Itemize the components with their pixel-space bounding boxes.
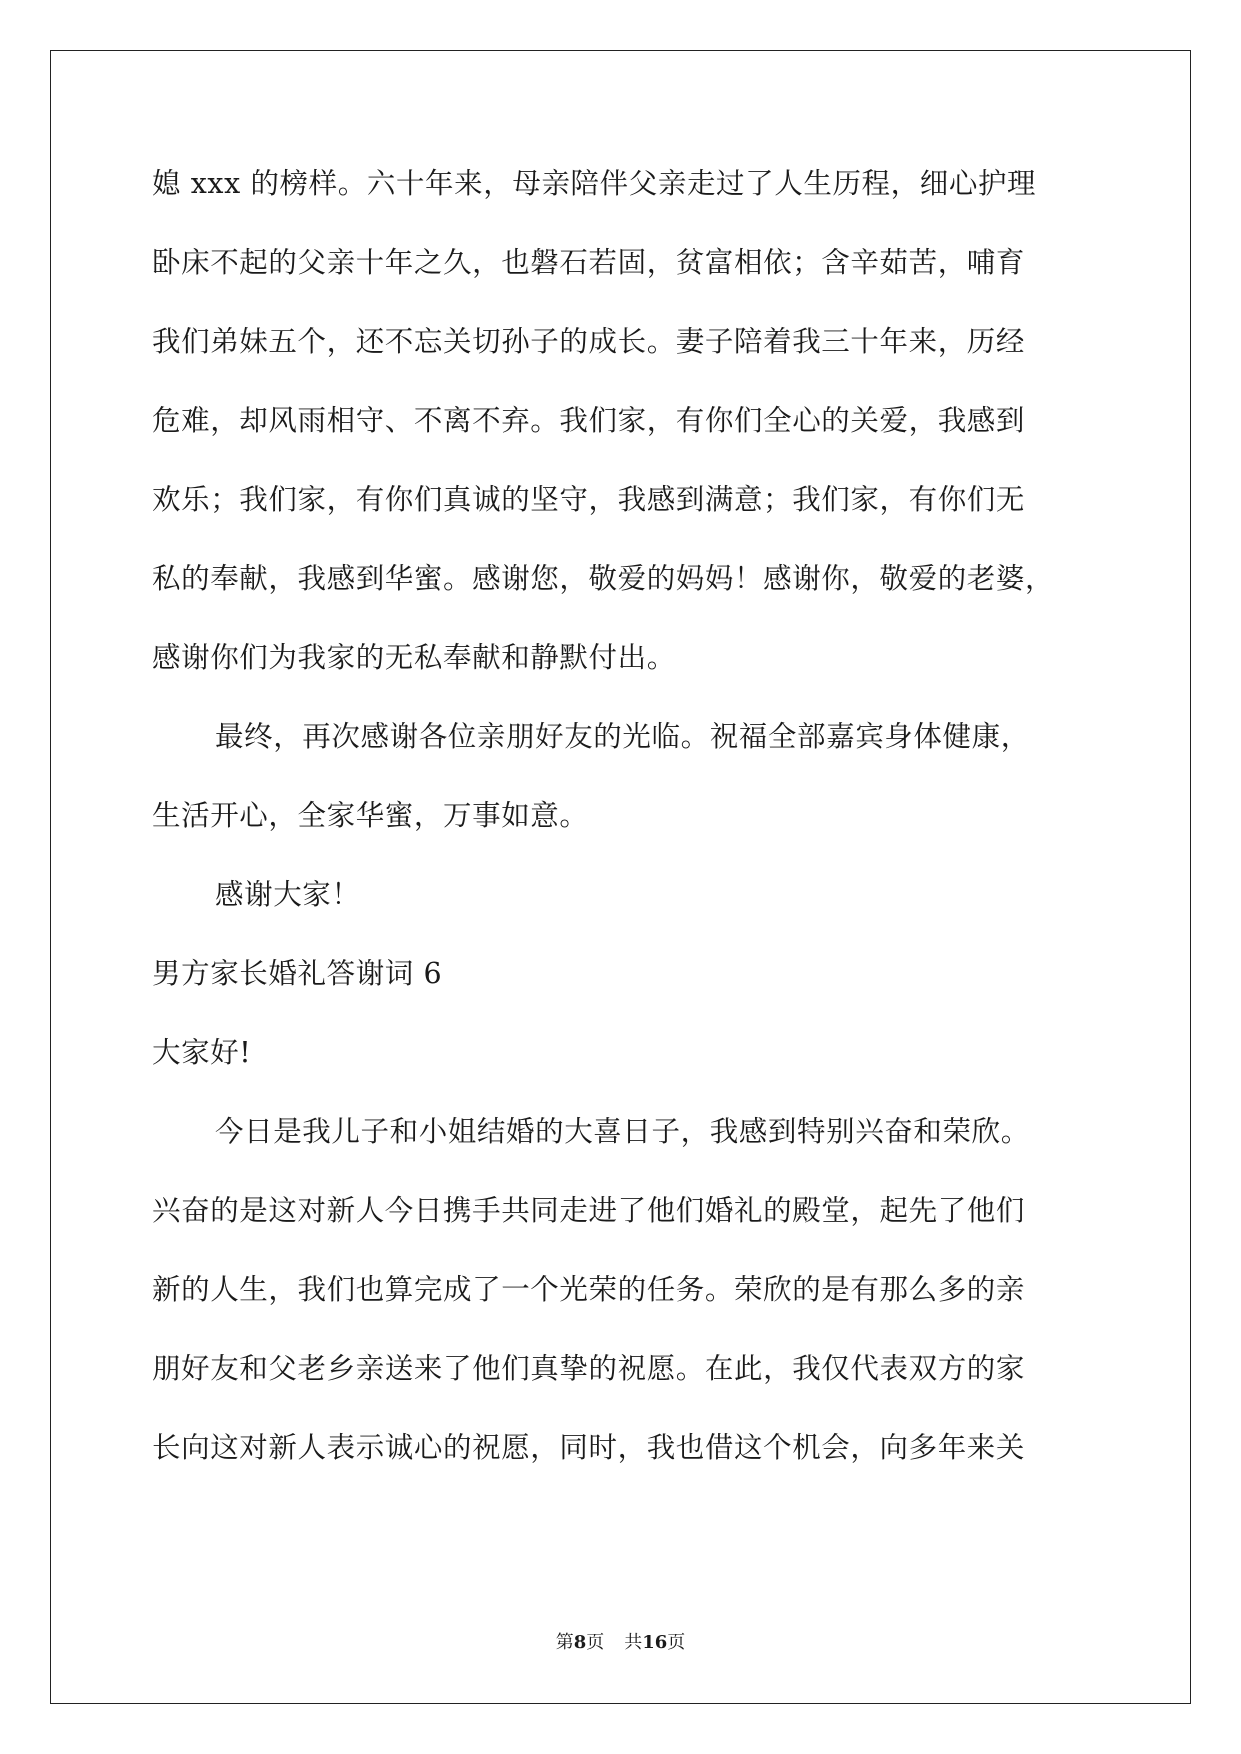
text-line: 新的人生，我们也算完成了一个光荣的任务。荣欣的是有那么多的亲 [152, 1273, 1026, 1306]
text-line: 危难，却风雨相守、不离不弃。我们家，有你们全心的关爱，我感到 [152, 404, 1026, 437]
text-line: 生活开心，全家华蜜，万事如意。 [152, 799, 589, 832]
salutation: 大家好! [152, 1036, 252, 1069]
total-suffix: 页 [667, 1632, 686, 1653]
page-suffix: 页 [586, 1632, 605, 1653]
text-line: 欢乐；我们家，有你们真诚的坚守，我感到满意；我们家，有你们无 [152, 483, 1026, 516]
text-line: 我们弟妹五个，还不忘关切孙子的成长。妻子陪着我三十年来，历经 [152, 325, 1026, 358]
page-prefix: 第 [555, 1632, 574, 1653]
document-body [152, 162, 1092, 1505]
page-total: 16 [642, 1632, 668, 1653]
text-line: 长向这对新人表示诚心的祝愿，同时，我也借这个机会，向多年来关 [152, 1431, 1026, 1464]
page-footer [0, 1628, 1241, 1654]
paragraph-start-line: 今日是我儿子和小姐结婚的大喜日子，我感到特别兴奋和荣欣。 [215, 1115, 1030, 1148]
paragraph-start-line: 感谢大家！ [215, 878, 361, 911]
text-line: 媳 xxx 的榜样。六十年来，母亲陪伴父亲走过了人生历程，细心护理 [152, 167, 1037, 200]
text-line: 感谢你们为我家的无私奉献和静默付出。 [152, 641, 676, 674]
text-line: 私的奉献，我感到华蜜。感谢您，敬爱的妈妈！感谢你，敬爱的老婆， [152, 562, 1055, 595]
text-line: 朋好友和父老乡亲送来了他们真挚的祝愿。在此，我仅代表双方的家 [152, 1352, 1026, 1385]
total-prefix: 共 [624, 1632, 643, 1653]
page-current: 8 [573, 1632, 587, 1653]
text-line: 兴奋的是这对新人今日携手共同走进了他们婚礼的殿堂，起先了他们 [152, 1194, 1026, 1227]
text-line: 卧床不起的父亲十年之久，也磐石若固，贫富相依；含辛茹苦，哺育 [152, 246, 1026, 279]
paragraph-start-line: 最终，再次感谢各位亲朋好友的光临。祝福全部嘉宾身体健康， [215, 720, 1030, 753]
section-heading: 男方家长婚礼答谢词 6 [152, 957, 443, 990]
